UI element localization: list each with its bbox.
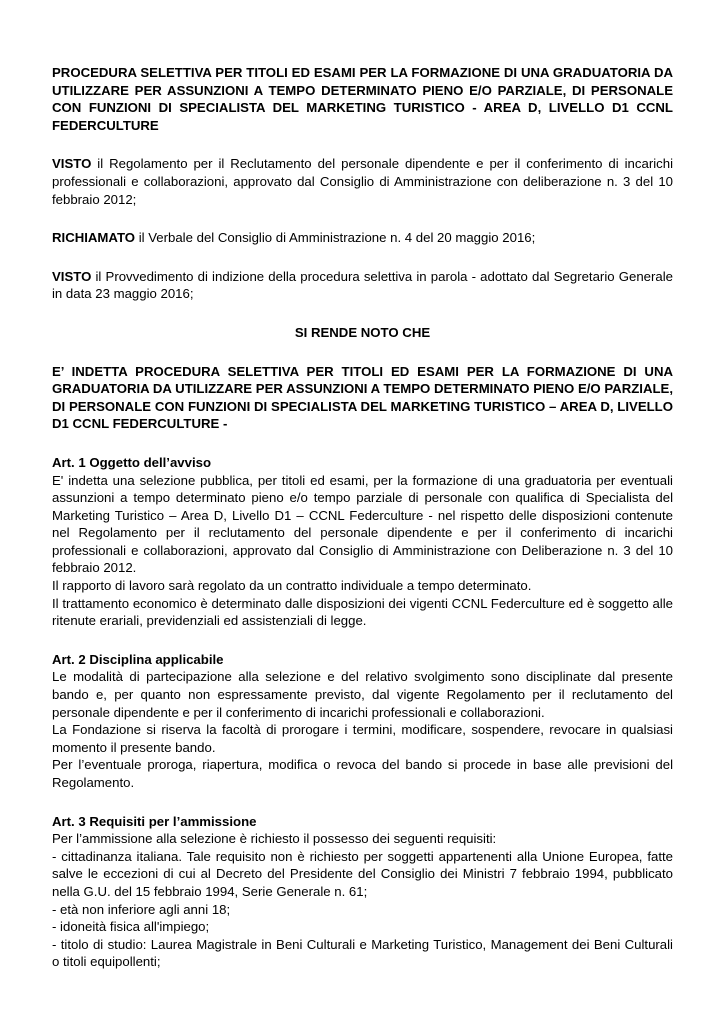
premise-visto-provvedimento	[52, 268, 673, 303]
article-line: Per l’eventuale proroga, riapertura, modifica o revoca del bando si procede in base alle previsioni del Regolamento.	[52, 757, 673, 790]
article-heading: Art. 1 Oggetto dell’avviso	[52, 454, 212, 470]
requirement-item: - cittadinanza italiana. Tale requisito non è richiesto per soggetti appartenenti alla Unione Europea, fatte salve le eccezioni di cui al Decreto del Presidente del Consiglio dei Ministri 7 febbraio 1994, pubblicato nella G.U. del 15 febbraio 1994, Serie Generale n. 61;	[52, 848, 673, 899]
article-line: La Fondazione si riserva la facoltà di prorogare i termini, modificare, sospendere, revocare in qualsiasi momento il presente bando.	[52, 722, 673, 755]
requirement-item: - titolo di studio: Laurea Magistrale in Beni Culturali e Marketing Turistico, Management dei Beni Culturali o titoli equipollenti;	[52, 936, 673, 970]
article-line: E' indetta una selezione pubblica, per titoli ed esami, per la formazione di una graduatoria per eventuali assunzioni a tempo determinato pieno e/o tempo parziale di personale con qualifica di Specialista del Marketing Turistico – Area D, Livello D1 – CCNL Federculture - nel rispetto delle disposizioni contenute nel Regolamento per il reclutamento del personale dipendente e per il conferimento di incarichi professionali e collaborazioni, approvato dal Consiglio di Amministrazione con Deliberazione n. 3 del 10 febbraio 2012.	[52, 472, 673, 576]
announcement: E’ INDETTA PROCEDURA SELETTIVA PER TITOLI ED ESAMI PER LA FORMAZIONE DI UNA GRADUATORIA DA UTILIZZARE PER ASSUNZIONI A TEMPO DETERMINATO PIENO E/O PARZIALE, DI PERSONALE CON FUNZIONI DI SPECIALISTA DEL MARKETING TURISTICO – AREA D, LIVELLO D1 CCNL FEDERCULTURE -	[52, 363, 673, 432]
premise-visto-regolamento	[52, 155, 673, 208]
article-heading: Art. 2 Disciplina applicabile	[52, 651, 224, 667]
notice-heading: SI RENDE NOTO CHE	[294, 324, 431, 340]
requirement-item: - idoneità fisica all'impiego;	[52, 919, 210, 935]
premise-text: il Regolamento per il Reclutamento del personale dipendente e per il conferimento di incarichi professionali e collaborazioni, approvato dal Consiglio di Amministrazione con deliberazione n. 3 del 10 febbraio 2012;	[52, 156, 673, 207]
article-1	[52, 454, 673, 630]
document-title: PROCEDURA SELETTIVA PER TITOLI ED ESAMI PER LA FORMAZIONE DI UNA GRADUATORIA DA UTILIZZARE PER ASSUNZIONI A TEMPO DETERMINATO PIENO E/O PARZIALE, DI PERSONALE CON FUNZIONI DI SPECIALISTA DEL MARKETING TURISTICO - AREA D, LIVELLO D1 CCNL FEDERCULTURE	[52, 65, 673, 133]
premise-richiamato	[52, 229, 673, 247]
article-3	[52, 813, 673, 971]
article-line: Per l’ammissione alla selezione è richiesto il possesso dei seguenti requisiti:	[52, 831, 497, 847]
premise-text: il Verbale del Consiglio di Amministrazione n. 4 del 20 maggio 2016;	[135, 230, 536, 246]
article-2	[52, 651, 673, 792]
premise-text: il Provvedimento di indizione della procedura selettiva in parola - adottato dal Segretario Generale in data 23 maggio 2016;	[52, 268, 673, 302]
article-line: Il trattamento economico è determinato dalle disposizioni dei vigenti CCNL Federculture ed è soggetto alle ritenute erariali, previdenziali ed assistenziali di legge.	[52, 595, 673, 629]
document-page	[52, 64, 673, 992]
article-line: Le modalità di partecipazione alla selezione e del relativo svolgimento sono disciplinate dal presente bando e, per quanto non espressamente previsto, dal vigente Regolamento per il reclutamento del personale dipendente e per il conferimento di incarichi professionali e collaborazioni.	[52, 669, 673, 720]
requirement-item: - età non inferiore agli anni 18;	[52, 901, 231, 917]
article-heading: Art. 3 Requisiti per l’ammissione	[52, 813, 257, 829]
premise-lead: VISTO	[52, 268, 92, 284]
article-line: Il rapporto di lavoro sarà regolato da un contratto individuale a tempo determinato.	[52, 578, 532, 594]
premise-lead: RICHIAMATO	[52, 230, 136, 246]
premise-lead: VISTO	[52, 156, 92, 172]
